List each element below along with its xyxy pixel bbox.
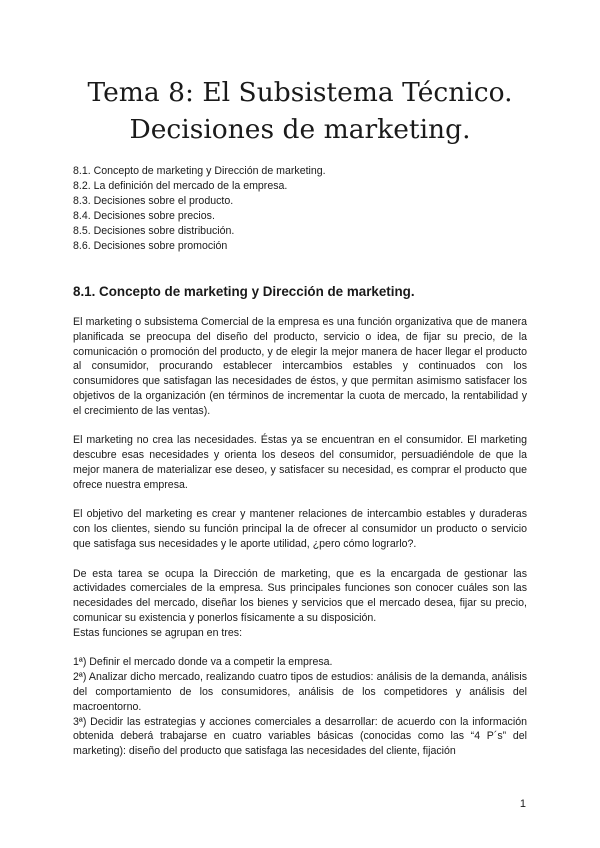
list-intro: Estas funciones se agrupan en tres:	[73, 626, 243, 639]
toc-item: 8.6. Decisiones sobre promoción	[73, 240, 228, 253]
paragraph: El marketing no crea las necesidades. Éstas ya se encuentran en el consumidor. El marketing descubre esas necesidades y orienta los deseos del consumidor, persuadiéndole de que la mejor manera de materializar ese deseo, y satisfacer su necesidad, es comprar el producto que ofrece nuestra empresa.	[73, 434, 527, 491]
section-heading: 8.1. Concepto de marketing y Dirección de marketing.	[73, 284, 415, 299]
toc-item: 8.5. Decisiones sobre distribución.	[73, 225, 235, 238]
title-line-1: Tema 8: El Subsistema Técnico.	[87, 77, 513, 108]
section-body	[73, 315, 527, 759]
page-title	[40, 74, 560, 148]
list-item: 1ª) Definir el mercado donde va a competir la empresa.	[73, 656, 333, 669]
toc-item: 8.1. Concepto de marketing y Dirección de marketing.	[73, 165, 326, 177]
paragraph: El objetivo del marketing es crear y mantener relaciones de intercambio estables y duraderas con los clientes, siendo su función principal la de ofrecer al consumidor un producto o servicio que satisfaga sus necesidades y le aporte utilidad, ¿pero cómo lograrlo?.	[73, 508, 527, 550]
toc-item: 8.4. Decisiones sobre precios.	[73, 210, 215, 223]
page-number: 1	[519, 798, 526, 810]
title-line-2: Decisiones de marketing.	[129, 114, 471, 145]
table-of-contents	[73, 164, 533, 255]
toc-item: 8.2. La definición del mercado de la empresa.	[73, 180, 288, 193]
paragraph: De esta tarea se ocupa la Dirección de marketing, que es la encargada de gestionar las actividades comerciales de la empresa. Sus principales funciones son conocer cuáles son las necesidades del mercado, diseñar los bienes y servicios que el mercado desea, fijar su precio, comunicar su existencia y ponerlos físicamente a su disposición.	[73, 567, 527, 624]
toc-item: 8.3. Decisiones sobre el producto.	[73, 195, 234, 208]
list-item: 3ª) Decidir las estrategias y acciones comerciales a desarrollar: de acuerdo con la información obtenida deberá trabajarse en cuatro variables básicas (conocidas como las “4 P´s” del marketing): diseño del producto que satisfaga las necesidades del cliente, fijación	[73, 715, 527, 758]
paragraph: El marketing o subsistema Comercial de la empresa es una función organizativa que de manera planificada se preocupa del diseño del producto, servicio o idea, de fijar su precio, de la comunicación o promoción del producto, y de elegir la mejor manera de hacer llegar el producto al consumidor, procurando establecer intercambios estables y continuados con los consumidores que satisfagan las necesidades de éstos, y que permitan asimismo satisfacer los objetivos de la organización (en términos de incrementar la cuota de mercado, la rentabilidad y el crecimiento de las ventas).	[73, 316, 527, 417]
list-item: 2ª) Analizar dicho mercado, realizando cuatro tipos de estudios: análisis de la demanda, análisis del comportamiento de los consumidores, análisis de los competidores y análisis del macroentorno.	[73, 671, 527, 713]
